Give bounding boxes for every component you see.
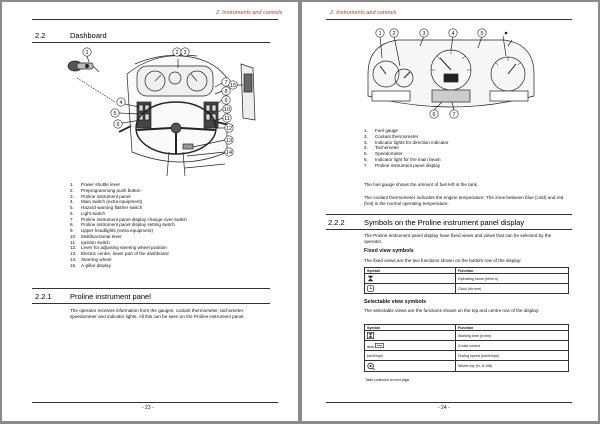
legend-number: 2. xyxy=(364,133,368,139)
cruise-icon xyxy=(365,341,456,351)
fixed-function-operating-hours: Operating hours (hhhh.h) xyxy=(456,274,569,284)
fixed-col-function: Function xyxy=(456,268,569,274)
right-page xyxy=(302,2,598,421)
subsection-underline-right xyxy=(326,229,572,230)
legend-item xyxy=(364,163,449,169)
legend-number: 7. xyxy=(364,162,368,168)
svg-text:3: 3 xyxy=(183,50,187,56)
svg-text:5: 5 xyxy=(113,111,117,117)
callout-6 xyxy=(114,120,122,128)
legend-number: 5. xyxy=(364,151,368,156)
running-head-right: 2. Instruments and controls xyxy=(330,10,397,16)
footer-rule-left xyxy=(32,402,278,403)
legend-number: 13. xyxy=(70,251,77,256)
legend-text: Coolant thermometer xyxy=(375,133,419,139)
legend-text: Light switch xyxy=(81,210,106,216)
callout-1 xyxy=(83,48,91,56)
legend-text: Lever for adjusting steering wheel position xyxy=(81,245,167,251)
legend-number: 2. xyxy=(70,187,74,193)
callout-15 xyxy=(229,81,237,89)
panel-intro-paragraph: The operator receives information from the gauges, coolant thermometer, tachometer, speedometer and indicator lights. All this can be seen on the Proline instrument panel. xyxy=(70,308,245,319)
selectable-view-paragraph: The selectable views are the functions shown on the top and centre row of the display: xyxy=(364,308,540,313)
legend-text: Ignition switch xyxy=(81,239,110,245)
svg-text:12: 12 xyxy=(225,126,233,132)
subsection-rule-right xyxy=(326,214,572,215)
legend-text: Proline instrument panel display setting switch xyxy=(81,222,175,228)
callout-3 xyxy=(181,48,189,56)
callout-10 xyxy=(223,105,231,113)
coolant-paragraph: The coolant thermometer indicates the engine temperature. The zone between blue (cold) and red (hot) is the normal operating temperature. xyxy=(364,195,564,206)
legend-number: 4. xyxy=(70,199,74,205)
callout-12 xyxy=(225,124,233,132)
header-rule-right xyxy=(326,19,572,20)
legend-item xyxy=(70,263,187,269)
callout-8 xyxy=(222,87,230,95)
legend-text: Upper headlights (extra equipment) xyxy=(81,228,154,233)
legend-number: 7. xyxy=(70,216,74,222)
left-legend-list xyxy=(70,182,187,268)
legend-text: Fuel gauge xyxy=(375,128,398,133)
hourglass-icon xyxy=(365,331,456,341)
panel-callout-3 xyxy=(420,29,428,37)
legend-number: 1. xyxy=(70,182,74,187)
legend-text: Power shuttle lever xyxy=(81,182,121,187)
panel-callout-5 xyxy=(478,29,486,37)
svg-text:4: 4 xyxy=(451,31,455,37)
panel-callout-2 xyxy=(390,29,398,37)
select-col-function: Function xyxy=(456,325,569,331)
section-rule xyxy=(32,42,270,43)
selectable-view-heading: Selectable view symbols xyxy=(364,299,427,305)
legend-number: 8. xyxy=(70,222,74,228)
callout-11 xyxy=(223,114,231,122)
panel-callout-7 xyxy=(450,110,458,118)
legend-text: Indicator lights for direction indicator xyxy=(375,139,449,145)
callout-4 xyxy=(117,98,125,106)
clock-icon xyxy=(365,284,456,294)
svg-text:6: 6 xyxy=(432,112,436,118)
fixed-view-heading: Fixed view symbols xyxy=(364,248,414,254)
svg-text:7: 7 xyxy=(224,80,228,86)
table-continued-note: Table continued on next page xyxy=(365,378,410,382)
fixed-col-symbol: Symbol xyxy=(365,268,456,274)
svg-text:4: 4 xyxy=(119,100,123,106)
panel-callout-4 xyxy=(449,29,457,37)
legend-number: 6. xyxy=(70,210,74,216)
fixed-view-paragraph: The fixed views are the two functions shown on the bottom row of the display: xyxy=(364,258,522,263)
section-number: 2.2 xyxy=(35,31,46,40)
subsection-number-left: 2.2.1 xyxy=(35,292,52,301)
page-number-left: - 23 - xyxy=(142,405,154,411)
legend-number: 15. xyxy=(70,262,77,268)
hourglass-icon xyxy=(365,274,456,284)
legend-text: Hazard warning flasher switch xyxy=(81,205,143,210)
svg-text:2: 2 xyxy=(392,31,396,37)
svg-text:7: 7 xyxy=(452,112,456,118)
display-intro-paragraph: The Proline instrument panel display have fixed views and views that can be selected by the operator. xyxy=(364,233,552,244)
legend-text: Preprogramming push button xyxy=(81,187,141,193)
speed-unit-label: km/h/mph xyxy=(365,351,456,361)
legend-number: 9. xyxy=(70,228,74,233)
subsection-underline-left xyxy=(32,303,270,304)
legend-number: 6. xyxy=(364,156,368,162)
cruise-auto-label: auto xyxy=(367,344,374,349)
right-legend-list xyxy=(364,128,449,168)
svg-text:1: 1 xyxy=(85,50,89,56)
fixed-function-clock: Clock (hh:mm) xyxy=(456,284,569,294)
legend-number: 4. xyxy=(364,145,368,151)
svg-text:3: 3 xyxy=(422,31,426,37)
callout-13 xyxy=(225,136,233,144)
panel-callout-6 xyxy=(430,110,438,118)
legend-number: 1. xyxy=(364,128,368,133)
legend-text: A-pillar display xyxy=(81,262,111,268)
selectable-symbols-table xyxy=(364,324,569,372)
svg-text:13: 13 xyxy=(225,138,233,144)
select-function-working-time: Working time (h:min) xyxy=(456,331,569,341)
subsection-title-right: Symbols on the Proline instrument panel display xyxy=(364,218,525,227)
select-function-cruise: Cruise control xyxy=(456,341,569,351)
svg-text:14: 14 xyxy=(225,150,233,156)
page-number-right: - 24 - xyxy=(438,405,450,411)
header-rule-left xyxy=(32,19,278,20)
wheel-slip-icon xyxy=(365,361,456,372)
section-title: Dashboard xyxy=(70,31,107,40)
running-head-left: 2. Instruments and controls xyxy=(216,10,283,16)
legend-text: Proline instrument panel display change-over switch xyxy=(81,216,187,222)
legend-text: Steering wheel xyxy=(81,256,112,262)
legend-number: 10. xyxy=(70,233,77,239)
legend-text: Tachometer xyxy=(375,145,399,151)
svg-text:15: 15 xyxy=(229,83,237,89)
svg-text:11: 11 xyxy=(224,116,230,122)
svg-text:2: 2 xyxy=(175,50,179,56)
select-function-speed: Driving speed (km/h/mph) xyxy=(456,351,569,361)
legend-number: 5. xyxy=(70,205,74,210)
legend-number: 12. xyxy=(70,245,77,251)
legend-text: Proline instrument panel display xyxy=(375,162,441,168)
legend-text: Electric centre, lower part of the dashboard xyxy=(81,251,169,256)
svg-text:5: 5 xyxy=(480,31,484,37)
svg-text:1: 1 xyxy=(378,31,382,37)
svg-text:6: 6 xyxy=(116,122,120,128)
legend-number: 14. xyxy=(70,256,77,262)
callout-5 xyxy=(111,109,119,117)
fuel-paragraph: The fuel gauge shows the amount of fuel left in the tank. xyxy=(364,182,479,187)
legend-number: 11. xyxy=(70,239,77,245)
legend-text: Main switch (extra equipment) xyxy=(81,199,143,205)
subsection-title-left: Proline instrument panel xyxy=(70,292,151,301)
instrument-panel-figure xyxy=(358,26,544,122)
legend-text: Speedometer xyxy=(375,151,403,156)
legend-text: Multifunctional lever xyxy=(81,233,122,239)
dashboard-figure xyxy=(57,44,267,184)
legend-number: 3. xyxy=(70,193,74,199)
callout-2 xyxy=(173,48,181,56)
footer-rule-right xyxy=(326,402,572,403)
panel-callout-1 xyxy=(376,29,384,37)
shuttle-lever-drawing xyxy=(68,61,115,102)
svg-text:10: 10 xyxy=(223,107,231,113)
select-col-symbol: Symbol xyxy=(365,325,456,331)
callout-9 xyxy=(222,96,230,104)
left-page xyxy=(2,2,298,421)
subsection-rule-left xyxy=(32,288,270,289)
legend-number: 3. xyxy=(364,139,368,145)
legend-text: Proline instrument panel xyxy=(81,193,131,199)
svg-text:9: 9 xyxy=(224,98,228,104)
fixed-symbols-table xyxy=(364,267,569,294)
subsection-number-right: 2.2.2 xyxy=(328,218,345,227)
select-function-wheel-slip: Wheel slip (%, 8-108) xyxy=(456,361,569,372)
svg-text:8: 8 xyxy=(224,89,228,95)
callout-14 xyxy=(225,148,233,156)
legend-text: Indicator light for the main beam xyxy=(375,156,441,162)
